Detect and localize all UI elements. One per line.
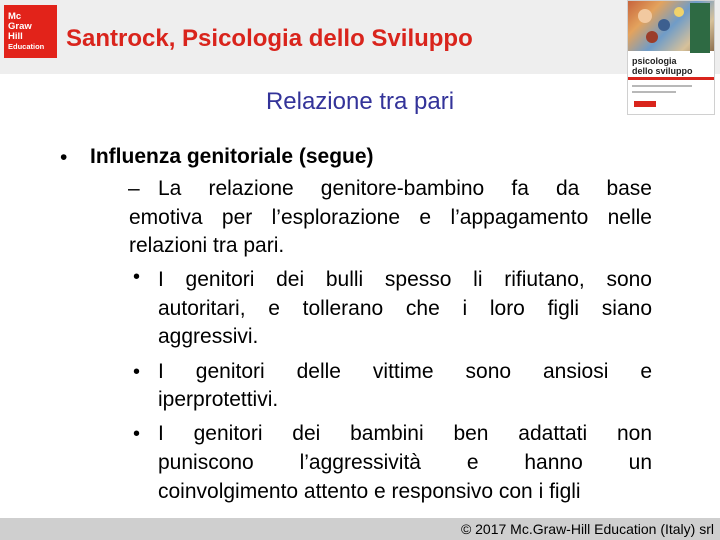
cover-photo-figure bbox=[674, 7, 684, 17]
sub-point-line: emotiva per l’esplorazione e l’appagamento nelle bbox=[129, 206, 652, 229]
detail-bullet: • bbox=[133, 361, 141, 383]
sub-dash: – bbox=[128, 177, 140, 200]
detail-line: puniscono l’aggressività e hanno un bbox=[158, 451, 652, 474]
cover-photo-figure bbox=[638, 9, 652, 23]
cover-title-line: psicologia bbox=[632, 56, 677, 66]
cover-text-line bbox=[632, 85, 692, 87]
detail-bullet: • bbox=[133, 423, 141, 445]
main-point: Influenza genitoriale (segue) bbox=[90, 145, 374, 168]
detail-line: coinvolgimento attento e responsivo con i figli bbox=[158, 480, 581, 503]
mcgraw-hill-education-logo bbox=[4, 5, 57, 58]
main-bullet: • bbox=[60, 146, 68, 169]
copyright-text: © 2017 Mc.Graw-Hill Education (Italy) srl bbox=[460, 521, 714, 537]
sub-point-line: relazioni tra pari. bbox=[129, 234, 285, 257]
detail-line: I genitori dei bulli spesso li rifiutano, sono bbox=[158, 268, 652, 291]
detail-bullet: • bbox=[133, 266, 141, 288]
sub-point-line: La relazione genitore-bambino fa da base bbox=[158, 177, 652, 200]
cover-title bbox=[632, 56, 693, 76]
logo-line: Education bbox=[8, 42, 45, 51]
slide-title: Relazione tra pari bbox=[265, 88, 455, 115]
logo-line: Hill bbox=[8, 31, 23, 42]
detail-line: iperprotettivi. bbox=[158, 388, 279, 411]
logo-line: Graw bbox=[8, 21, 32, 32]
detail-line: autoritari, e tollerano che i loro figli siano bbox=[158, 297, 652, 320]
detail-line: I genitori delle vittime sono ansiosi e bbox=[158, 360, 652, 383]
cover-spine-strip bbox=[690, 3, 710, 53]
cover-title-line: dello sviluppo bbox=[632, 66, 693, 76]
book-title: Santrock, Psicologia dello Sviluppo bbox=[66, 25, 473, 52]
detail-line: aggressivi. bbox=[158, 325, 259, 348]
cover-red-band bbox=[628, 77, 715, 80]
detail-line: I genitori dei bambini ben adattati non bbox=[158, 422, 652, 445]
cover-photo-figure bbox=[646, 31, 658, 43]
logo-line: Mc bbox=[8, 11, 22, 22]
cover-photo-figure bbox=[658, 19, 670, 31]
footer-bar bbox=[0, 518, 720, 540]
